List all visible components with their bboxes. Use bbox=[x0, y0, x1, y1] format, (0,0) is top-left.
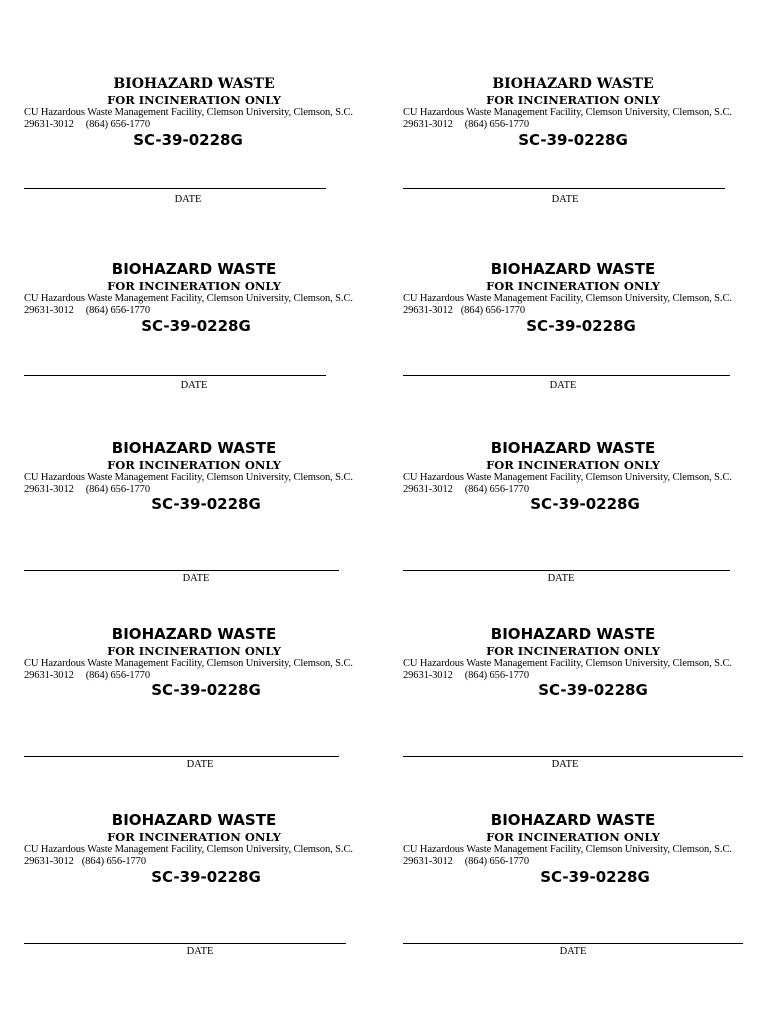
facility-address bbox=[403, 658, 748, 682]
facility-address bbox=[24, 844, 369, 868]
date-label: DATE bbox=[551, 759, 579, 770]
permit-code: SC-39-0228G bbox=[540, 868, 650, 886]
label-subtitle: FOR INCINERATION ONLY bbox=[486, 644, 660, 658]
zip-phone-line bbox=[403, 119, 748, 131]
zip-phone-line bbox=[24, 305, 369, 317]
phone-number: (864) 656-1770 bbox=[85, 670, 150, 681]
zip-code: 29631-3012 bbox=[403, 484, 453, 495]
date-label: DATE bbox=[547, 573, 575, 584]
label-subtitle: FOR INCINERATION ONLY bbox=[486, 93, 660, 107]
permit-code: SC-39-0228G bbox=[526, 317, 636, 335]
address-line: CU Hazardous Waste Management Facility, Clemson University, Clemson, S.C. bbox=[403, 844, 732, 855]
address-line: CU Hazardous Waste Management Facility, Clemson University, Clemson, S.C. bbox=[24, 293, 353, 304]
facility-address bbox=[403, 107, 748, 131]
zip-code: 29631-3012 bbox=[24, 856, 74, 867]
date-label: DATE bbox=[186, 759, 214, 770]
label-subtitle: FOR INCINERATION ONLY bbox=[486, 279, 660, 293]
label-subtitle: FOR INCINERATION ONLY bbox=[107, 279, 281, 293]
address-line: CU Hazardous Waste Management Facility, Clemson University, Clemson, S.C. bbox=[24, 658, 353, 669]
zip-phone-line bbox=[24, 119, 369, 131]
address-line: CU Hazardous Waste Management Facility, Clemson University, Clemson, S.C. bbox=[24, 472, 353, 483]
date-signature-line bbox=[403, 375, 730, 376]
permit-code: SC-39-0228G bbox=[141, 317, 251, 335]
date-label: DATE bbox=[174, 194, 202, 205]
address-line: CU Hazardous Waste Management Facility, Clemson University, Clemson, S.C. bbox=[403, 658, 732, 669]
label-1 bbox=[24, 76, 364, 226]
permit-code: SC-39-0228G bbox=[151, 495, 261, 513]
zip-code: 29631-3012 bbox=[403, 119, 453, 130]
date-signature-line bbox=[24, 756, 339, 757]
label-subtitle: FOR INCINERATION ONLY bbox=[107, 644, 281, 658]
facility-address bbox=[24, 293, 369, 317]
label-2 bbox=[403, 76, 743, 226]
zip-phone-line bbox=[24, 856, 369, 868]
phone-number: (864) 656-1770 bbox=[81, 856, 146, 867]
label-title: BIOHAZARD WASTE bbox=[490, 439, 656, 457]
permit-code: SC-39-0228G bbox=[151, 681, 261, 699]
zip-code: 29631-3012 bbox=[24, 305, 74, 316]
date-label: DATE bbox=[180, 380, 208, 391]
label-4 bbox=[403, 261, 743, 411]
phone-number: (864) 656-1770 bbox=[464, 670, 529, 681]
date-label: DATE bbox=[559, 946, 587, 957]
date-signature-line bbox=[24, 943, 346, 944]
label-5 bbox=[24, 440, 364, 590]
phone-number: (864) 656-1770 bbox=[85, 119, 150, 130]
label-subtitle: FOR INCINERATION ONLY bbox=[486, 458, 660, 472]
label-title: BIOHAZARD WASTE bbox=[111, 439, 277, 457]
date-signature-line bbox=[403, 188, 725, 189]
label-subtitle: FOR INCINERATION ONLY bbox=[486, 830, 660, 844]
date-signature-line bbox=[403, 756, 743, 757]
date-signature-line bbox=[24, 570, 339, 571]
zip-code: 29631-3012 bbox=[403, 856, 453, 867]
zip-code: 29631-3012 bbox=[24, 484, 74, 495]
date-label: DATE bbox=[551, 194, 579, 205]
permit-code: SC-39-0228G bbox=[151, 868, 261, 886]
date-label: DATE bbox=[186, 946, 214, 957]
label-subtitle: FOR INCINERATION ONLY bbox=[107, 93, 281, 107]
label-9 bbox=[24, 812, 364, 962]
address-line: CU Hazardous Waste Management Facility, Clemson University, Clemson, S.C. bbox=[403, 293, 732, 304]
date-label: DATE bbox=[549, 380, 577, 391]
label-title: BIOHAZARD WASTE bbox=[111, 625, 277, 643]
label-title: BIOHAZARD WASTE bbox=[111, 260, 277, 278]
permit-code: SC-39-0228G bbox=[133, 131, 243, 149]
zip-code: 29631-3012 bbox=[24, 670, 74, 681]
label-6 bbox=[403, 440, 743, 590]
date-signature-line bbox=[403, 570, 730, 571]
label-title: BIOHAZARD WASTE bbox=[113, 76, 275, 92]
facility-address bbox=[24, 107, 369, 131]
date-signature-line bbox=[24, 188, 326, 189]
label-7 bbox=[24, 626, 364, 776]
zip-phone-line bbox=[403, 856, 748, 868]
label-title: BIOHAZARD WASTE bbox=[490, 260, 656, 278]
permit-code: SC-39-0228G bbox=[538, 681, 648, 699]
zip-code: 29631-3012 bbox=[403, 670, 453, 681]
label-subtitle: FOR INCINERATION ONLY bbox=[107, 830, 281, 844]
label-10 bbox=[403, 812, 743, 962]
label-title: BIOHAZARD WASTE bbox=[490, 811, 656, 829]
date-label: DATE bbox=[182, 573, 210, 584]
facility-address bbox=[403, 293, 748, 317]
permit-code: SC-39-0228G bbox=[518, 131, 628, 149]
zip-code: 29631-3012 bbox=[24, 119, 74, 130]
permit-code: SC-39-0228G bbox=[530, 495, 640, 513]
date-signature-line bbox=[24, 375, 326, 376]
phone-number: (864) 656-1770 bbox=[464, 856, 529, 867]
phone-number: (864) 656-1770 bbox=[464, 484, 529, 495]
zip-code: 29631-3012 bbox=[403, 305, 453, 316]
label-subtitle: FOR INCINERATION ONLY bbox=[107, 458, 281, 472]
phone-number: (864) 656-1770 bbox=[85, 484, 150, 495]
facility-address bbox=[403, 472, 748, 496]
address-line: CU Hazardous Waste Management Facility, Clemson University, Clemson, S.C. bbox=[24, 107, 353, 118]
label-title: BIOHAZARD WASTE bbox=[490, 625, 656, 643]
facility-address bbox=[403, 844, 748, 868]
facility-address bbox=[24, 472, 369, 496]
facility-address bbox=[24, 658, 369, 682]
label-8 bbox=[403, 626, 743, 776]
phone-number: (864) 656-1770 bbox=[85, 305, 150, 316]
label-title: BIOHAZARD WASTE bbox=[111, 811, 277, 829]
date-signature-line bbox=[403, 943, 743, 944]
label-title: BIOHAZARD WASTE bbox=[492, 76, 654, 92]
phone-number: (864) 656-1770 bbox=[464, 119, 529, 130]
label-3 bbox=[24, 261, 364, 411]
address-line: CU Hazardous Waste Management Facility, Clemson University, Clemson, S.C. bbox=[403, 107, 732, 118]
zip-phone-line bbox=[403, 305, 748, 317]
address-line: CU Hazardous Waste Management Facility, Clemson University, Clemson, S.C. bbox=[403, 472, 732, 483]
phone-number: (864) 656-1770 bbox=[460, 305, 525, 316]
address-line: CU Hazardous Waste Management Facility, Clemson University, Clemson, S.C. bbox=[24, 844, 353, 855]
